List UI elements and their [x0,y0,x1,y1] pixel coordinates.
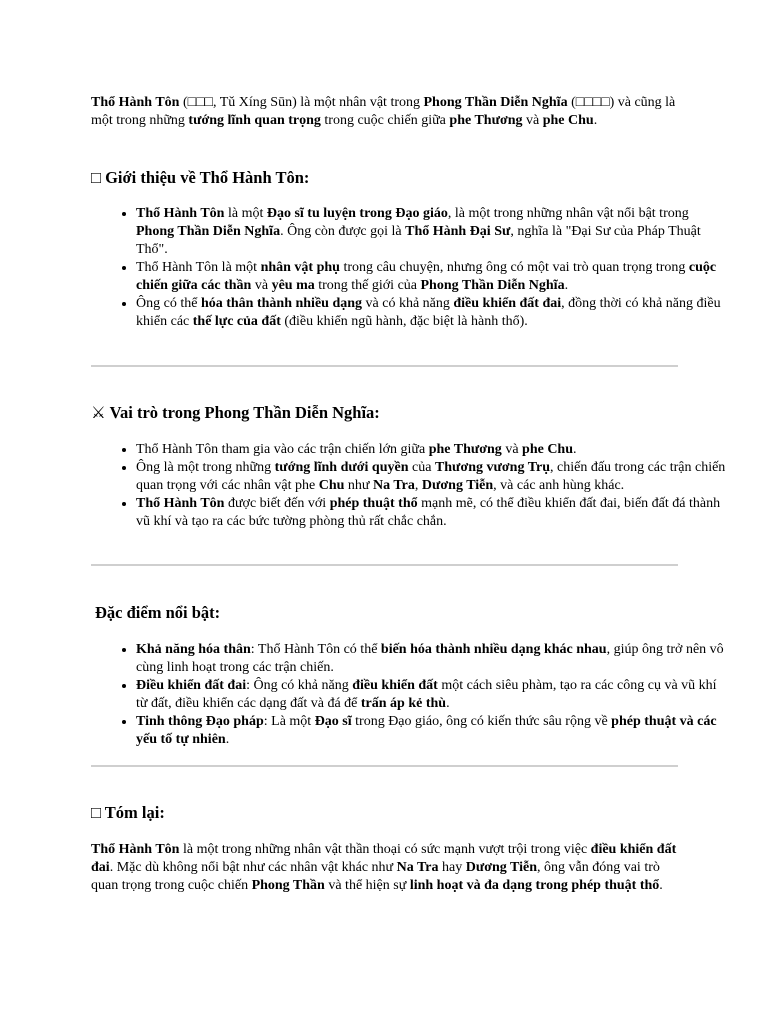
bold-text: trấn áp kẻ thù [360,696,447,711]
bold-text: phe Thương [449,113,523,128]
bold-text: biến hóa thành nhiều dạng khác nhau [380,642,607,657]
text: mạnh mẽ, có thể điều khiển đất đai, biến đất đá thành vũ khí và tạo ra các bức tường phòng thủ rất chắc chắn. [136,496,721,529]
section-heading-role [91,403,681,423]
text: như [344,478,374,493]
text: , [414,478,422,493]
text: , chiến đấu trong các trận chiến quan trọng với các nhân vật phe [136,460,726,493]
text: Ông có thể [136,296,201,311]
bold-text: Phong Thần Diễn Nghĩa [420,278,565,293]
bold-text: Phong Thần Diễn Nghĩa [423,95,568,110]
bold-text: phép thuật thổ [329,496,418,511]
section-heading-features [91,603,681,623]
text: . Ông còn được gọi là [280,224,406,239]
bold-text: điều khiển đất đai [91,842,677,875]
bold-text: Dương Tiễn [465,860,537,875]
list-item [136,495,726,531]
list-item [136,295,726,331]
crossed-swords-icon: ⚔ [91,403,106,422]
list-item [136,441,726,459]
bold-text: tướng lĩnh quan trọng [188,113,321,128]
bold-text: Thổ Hành Tôn [136,206,225,221]
bold-text: điều khiển đất đai [453,296,562,311]
section-heading-introduction [91,168,681,188]
bold-text: Phong Thần [251,878,325,893]
text: . [659,878,663,893]
text: là một [224,206,267,221]
text: và có khả năng [362,296,454,311]
bold-text: cuộc chiến giữa các thần [136,260,717,293]
text: , là một trong những nhân vật nổi bật trong [447,206,689,221]
text: : Ông có khả năng [246,678,353,693]
bold-text: Na Tra [373,478,415,493]
bold-text: Đạo sĩ tu luyện trong Đạo giáo [266,206,448,221]
text: . [564,278,569,293]
list-item [136,459,726,495]
text: , ông vẫn đóng vai trò quan trọng trong cuộc chiến [91,860,660,893]
bold-text: tướng lĩnh dưới quyền [274,460,409,475]
text: Thổ Hành Tôn là một [136,260,261,275]
text: . [573,442,577,457]
list-item [136,205,726,259]
bold-text: Điều khiển đất đai [136,678,247,693]
features-list [91,641,726,749]
role-list [91,441,726,531]
bold-text: Đạo sĩ [314,714,352,729]
text: . [225,732,230,747]
bold-text: Phong Thần Diễn Nghĩa [136,224,281,239]
bold-text: Tinh thông Đạo pháp [136,714,264,729]
bold-text: Thổ Hành Tôn [136,496,225,511]
bold-text: Khả năng hóa thân [136,642,251,657]
bold-text: nhân vật phụ [260,260,340,275]
text: trong thế giới của [314,278,421,293]
list-item [136,677,726,713]
text: . [446,696,450,711]
bold-text: phe Thương [428,442,502,457]
text: trong Đạo giáo, ông có kiến thức sâu rộng về [351,714,612,729]
bold-text: linh hoạt và đa dạng trong phép thuật thổ [409,878,660,893]
bold-text: yêu ma [271,278,315,293]
bold-text: Thương vương Trụ [434,460,550,475]
bold-text: Dương Tiễn [421,478,494,493]
bold-text: Chu [318,478,345,493]
summary-paragraph [91,841,681,895]
bold-text: Thổ Hành Tôn [91,842,180,857]
placeholder-box-icon: □ [91,803,101,822]
section-title: Đặc điểm nổi bật: [95,603,221,622]
section-title: Giới thiệu về Thổ Hành Tôn: [105,168,310,187]
bold-text: hóa thân thành nhiều dạng [200,296,363,311]
text: (□□□□) và cũng là một trong những [91,95,676,128]
bold-text: Thổ Hành Tôn [91,95,180,110]
text: trong cuộc chiến giữa [320,113,450,128]
text: và [522,113,543,128]
bold-text: Thổ Hành Đại Sư [405,224,511,239]
section-title: Tóm lại: [104,803,165,822]
text: được biết đến với [224,496,330,511]
divider [91,765,678,767]
bold-text: phe Chu [522,442,573,457]
bold-text: phe Chu [542,113,594,128]
section-heading-summary [91,803,681,823]
text: và [501,442,523,457]
text: , đồng thời có khả năng điều khiển các [136,296,721,329]
text: Thổ Hành Tôn tham gia vào các trận chiến lớn giữa [136,442,429,457]
text: của [408,460,435,475]
text: . [593,113,598,128]
text: , nghĩa là "Đại Sư của Pháp Thuật Thổ". [136,224,701,257]
text: : Là một [263,714,315,729]
list-item [136,713,726,749]
text: , giúp ông trở nên vô cùng linh hoạt trong các trận chiến. [136,642,724,675]
text: : Thổ Hành Tôn có thể [250,642,381,657]
list-item [136,259,726,295]
divider [91,365,678,367]
text: và thể hiện sự [324,878,410,893]
list-item [136,641,726,677]
text: , và các anh hùng khác. [493,478,625,493]
text: (□□□, Tǔ Xíng Sūn) là một nhân vật trong [179,95,424,110]
text: một cách siêu phàm, tạo ra các công cụ và vũ khí từ đất, điều khiển các dạng đất và đá để [136,678,717,711]
text: Ông là một trong những [136,460,275,475]
section-title: Vai trò trong Phong Thần Diễn Nghĩa: [109,403,380,422]
bold-text: phép thuật và các yếu tố tự nhiên [136,714,717,747]
text: hay [438,860,466,875]
text: . Mặc dù không nổi bật như các nhân vật khác như [109,860,397,875]
placeholder-box-icon: □ [91,168,101,187]
bold-text: Na Tra [396,860,439,875]
intro-paragraph [91,94,681,130]
text: là một trong những nhân vật thần thoại có sức mạnh vượt trội trong việc [179,842,591,857]
bold-text: thế lực của đất [192,314,281,329]
bold-text: điều khiển đất [352,678,438,693]
introduction-list [91,205,726,331]
text: (điều khiển ngũ hành, đặc biệt là hành thổ). [280,314,528,329]
divider [91,564,678,566]
text: và [251,278,272,293]
text: trong câu chuyện, nhưng ông có một vai trò quan trọng trong [339,260,689,275]
